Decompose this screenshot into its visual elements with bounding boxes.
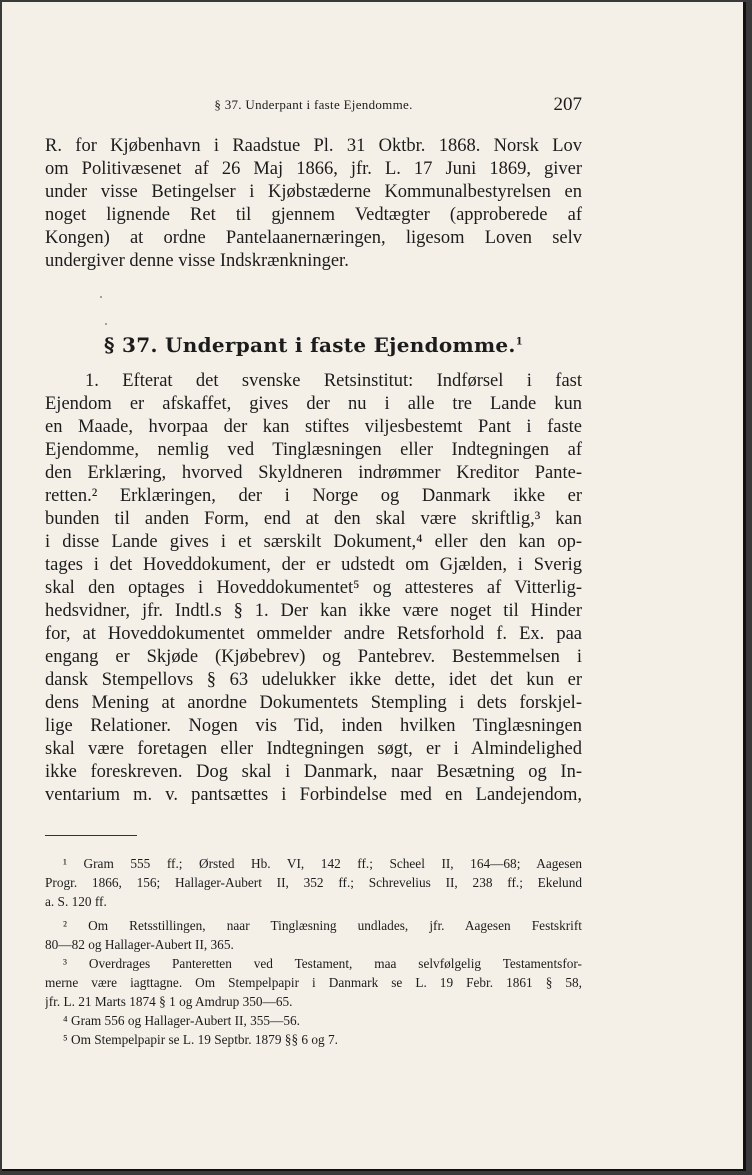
section-heading-text: § 37. Underpant i faste Ejendomme. — [104, 333, 516, 357]
text-line: dens Mening at anordne Dokumentets Stempling i dets forskjel- — [45, 693, 582, 713]
text-line: ikke foreskreven. Dog skal i Danmark, naar Besætning og In- — [45, 762, 582, 782]
text-line: tages i det Hoveddokument, der er udstedt om Gjælden, i Sverig — [45, 555, 582, 575]
footnote-line: a. S. 120 ff. — [45, 894, 107, 909]
text-line: under visse Betingelser i Kjøbstæderne Kommunalbestyrelsen en — [45, 182, 582, 202]
text-line: retten.² Erklæringen, der i Norge og Danmark ikke er — [45, 486, 582, 506]
text-line: dansk Stempellovs § 63 udelukker ikke dette, idet det kun er — [45, 670, 582, 690]
text-line: en Maade, hvorpaa der kan stiftes viljesbestemt Pant i faste — [45, 417, 582, 437]
footnote-rule — [45, 835, 137, 836]
footnote-line: 80—82 og Hallager-Aubert II, 365. — [45, 937, 234, 952]
footnote-line: ⁵ Om Stempelpapir se L. 19 Septbr. 1879 §§ 6 og 7. — [63, 1032, 338, 1047]
running-head-title: § 37. Underpant i faste Ejendomme. — [214, 97, 413, 112]
text-line: i disse Lande gives i et særskilt Dokument,⁴ eller den kan op- — [45, 532, 582, 552]
footnote-line: jfr. L. 21 Marts 1874 § 1 og Amdrup 350—65. — [45, 994, 293, 1009]
text-line: lige Relationer. Nogen vis Tid, inden hvilken Tinglæsningen — [45, 716, 582, 736]
footnote-line: ¹ Gram 555 ff.; Ørsted Hb. VI, 142 ff.; Scheel II, 164—68; Aagesen — [63, 856, 582, 871]
text-line: om Politivæsenet af 26 Maj 1866, jfr. L. 17 Juni 1869, giver — [45, 159, 582, 179]
text-line: Ejendom er afskaffet, gives der nu i alle tre Lande kun — [45, 394, 582, 414]
text-line: hedsvidner, jfr. Indtl.s § 1. Der kan ikke være noget til Hinder — [45, 601, 582, 621]
page-number: 207 — [553, 94, 582, 115]
text-line: skal være foretagen eller Indtegningen søgt, er i Almindelighed — [45, 739, 582, 759]
text-line: noget lignende Ret til gjennem Vedtægter (approberede af — [45, 205, 582, 225]
text-line: for, at Hoveddokumentet ommelder andre Retsforhold f. Ex. paa — [45, 624, 582, 644]
text-line: engang er Skjøde (Kjøbebrev) og Pantebrev. Bestemmelsen i — [45, 647, 582, 667]
text-line: den Erklæring, hvorved Skyldneren indrømmer Kreditor Pante- — [45, 463, 582, 483]
text-line: Kongen) at ordne Pantelaanernæringen, ligesom Loven selv — [45, 228, 582, 248]
intro-paragraph — [45, 135, 582, 273]
footnote-line: Progr. 1866, 156; Hallager-Aubert II, 352 ff.; Schrevelius II, 238 ff.; Ekelund — [45, 875, 582, 890]
text-line: undergiver denne visse Indskrænkninger. — [45, 251, 349, 271]
text-line: bunden til anden Form, end at den skal være skriftlig,³ kan — [45, 509, 582, 529]
footnote-line: merne være iagttagne. Om Stempelpapir i Danmark se L. 19 Febr. 1861 § 58, — [45, 975, 582, 990]
text-line: Ejendomme, nemlig ved Tinglæsningen eller Indtegningen af — [45, 440, 582, 460]
running-head — [45, 94, 582, 118]
footnote-ref: 1 — [515, 336, 523, 348]
text-line: skal den optages i Hoveddokumentet⁵ og attesteres af Vitterlig- — [45, 578, 582, 598]
text-line: 1. Efterat det svenske Retsinstitut: Indførsel i fast — [85, 371, 582, 391]
text-line: ventarium m. v. pantsættes i Forbindelse med en Landejendom, — [45, 785, 582, 805]
paper-speck — [100, 296, 102, 298]
text-line: R. for Kjøbenhavn i Raadstue Pl. 31 Oktbr. 1868. Norsk Lov — [45, 136, 582, 156]
footnotes — [45, 854, 582, 1049]
footnote-line: ³ Overdrages Panteretten ved Testament, maa selvfølgelig Testamentsfor- — [63, 956, 582, 971]
paper-speck — [105, 323, 107, 325]
footnote-line: ² Om Retsstillingen, naar Tinglæsning undlades, jfr. Aagesen Festskrift — [63, 918, 582, 933]
body-paragraph — [45, 370, 582, 807]
section-heading — [45, 333, 582, 357]
footnote-line: ⁴ Gram 556 og Hallager-Aubert II, 355—56. — [63, 1013, 300, 1028]
